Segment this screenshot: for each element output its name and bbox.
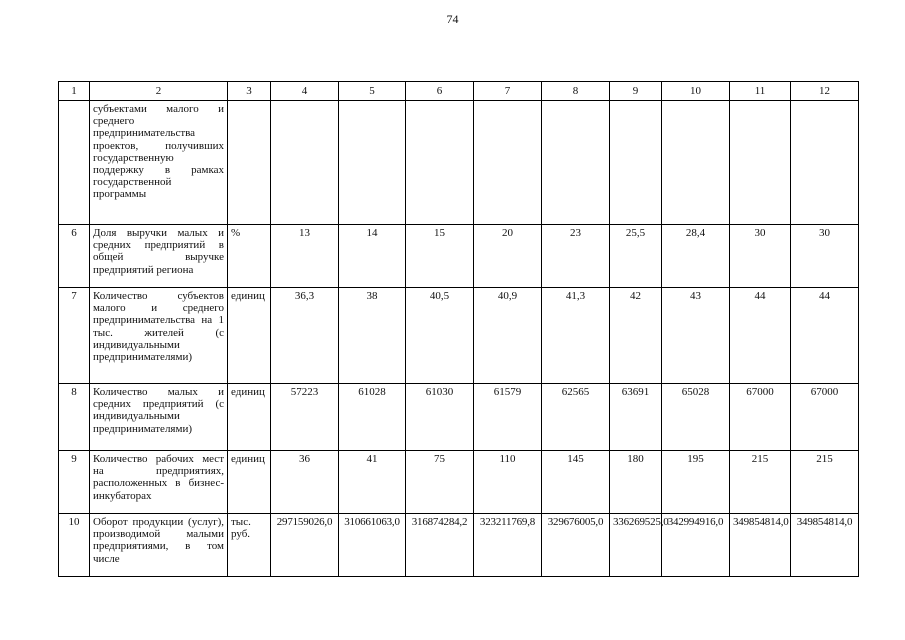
value-cell: 42	[610, 288, 662, 384]
value-cell: 20	[474, 225, 542, 288]
indicator-name-cell: Количество субъектов малого и среднего предпринимательства на 1 тыс. жителей (с индивидуальными предпринимателями)	[90, 288, 228, 384]
column-number-header: 5	[339, 82, 406, 101]
column-number-header: 12	[791, 82, 859, 101]
value-cell: 215	[791, 451, 859, 514]
value-cell: 13	[271, 225, 339, 288]
column-number-header: 7	[474, 82, 542, 101]
value-cell	[406, 101, 474, 225]
value-cell: 14	[339, 225, 406, 288]
value-cell	[791, 101, 859, 225]
unit-cell: %	[228, 225, 271, 288]
row-number-cell: 10	[59, 514, 90, 577]
value-cell: 67000	[791, 384, 859, 451]
value-cell: 310661063,0	[339, 514, 406, 577]
unit-cell: единиц	[228, 288, 271, 384]
value-cell: 329676005,0	[542, 514, 610, 577]
column-number-header: 2	[90, 82, 228, 101]
table-row	[59, 101, 859, 225]
value-cell: 30	[791, 225, 859, 288]
column-number-header: 6	[406, 82, 474, 101]
row-number-cell: 9	[59, 451, 90, 514]
value-cell: 15	[406, 225, 474, 288]
value-cell: 342994916,0	[662, 514, 730, 577]
value-cell	[662, 101, 730, 225]
indicator-name-cell: Количество малых и средних предприятий (с индивидуальными предпринимателями)	[90, 384, 228, 451]
unit-cell	[228, 101, 271, 225]
value-cell: 61579	[474, 384, 542, 451]
value-cell: 336269525,0	[610, 514, 662, 577]
value-cell: 195	[662, 451, 730, 514]
column-number-header: 10	[662, 82, 730, 101]
value-cell: 61030	[406, 384, 474, 451]
page-number: 74	[446, 12, 459, 26]
table-row	[59, 288, 859, 384]
value-cell: 44	[791, 288, 859, 384]
value-cell: 63691	[610, 384, 662, 451]
value-cell: 36,3	[271, 288, 339, 384]
value-cell: 38	[339, 288, 406, 384]
value-cell: 297159026,0	[271, 514, 339, 577]
value-cell: 75	[406, 451, 474, 514]
row-number-cell: 6	[59, 225, 90, 288]
value-cell: 28,4	[662, 225, 730, 288]
value-cell: 323211769,8	[474, 514, 542, 577]
column-number-header: 11	[730, 82, 791, 101]
table-row	[59, 514, 859, 577]
value-cell	[730, 101, 791, 225]
indicator-name-cell: субъектами малого и среднего предпринимательства проектов, получивших государственную поддержку в рамках государственной программы	[90, 101, 228, 225]
value-cell: 40,9	[474, 288, 542, 384]
row-number-cell: 8	[59, 384, 90, 451]
indicators-table	[58, 81, 859, 577]
value-cell: 43	[662, 288, 730, 384]
value-cell	[271, 101, 339, 225]
value-cell: 30	[730, 225, 791, 288]
value-cell: 349854814,0	[730, 514, 791, 577]
indicator-name-cell: Количество рабочих мест на предприятиях, расположенных в бизнес-инкубаторах	[90, 451, 228, 514]
row-number-cell	[59, 101, 90, 225]
value-cell: 41,3	[542, 288, 610, 384]
value-cell: 316874284,2	[406, 514, 474, 577]
value-cell: 41	[339, 451, 406, 514]
value-cell	[610, 101, 662, 225]
value-cell: 40,5	[406, 288, 474, 384]
table-row	[59, 384, 859, 451]
value-cell	[339, 101, 406, 225]
value-cell: 25,5	[610, 225, 662, 288]
unit-cell: тыс. руб.	[228, 514, 271, 577]
value-cell: 110	[474, 451, 542, 514]
column-number-header: 8	[542, 82, 610, 101]
table-row	[59, 225, 859, 288]
table-row	[59, 451, 859, 514]
column-number-header: 1	[59, 82, 90, 101]
indicator-name-cell: Доля выручки малых и средних предприятий в общей выручке предприятий региона	[90, 225, 228, 288]
value-cell: 36	[271, 451, 339, 514]
indicator-name-cell: Оборот продукции (услуг), производимой малыми предприятиями, в том числе	[90, 514, 228, 577]
value-cell	[474, 101, 542, 225]
column-number-header: 3	[228, 82, 271, 101]
value-cell: 67000	[730, 384, 791, 451]
value-cell: 57223	[271, 384, 339, 451]
unit-cell: единиц	[228, 384, 271, 451]
column-number-header: 9	[610, 82, 662, 101]
value-cell: 349854814,0	[791, 514, 859, 577]
value-cell: 215	[730, 451, 791, 514]
value-cell: 180	[610, 451, 662, 514]
unit-cell: единиц	[228, 451, 271, 514]
table-header-row	[59, 82, 859, 101]
value-cell: 65028	[662, 384, 730, 451]
value-cell: 23	[542, 225, 610, 288]
value-cell: 145	[542, 451, 610, 514]
column-number-header: 4	[271, 82, 339, 101]
value-cell: 61028	[339, 384, 406, 451]
value-cell: 62565	[542, 384, 610, 451]
value-cell: 44	[730, 288, 791, 384]
value-cell	[542, 101, 610, 225]
row-number-cell: 7	[59, 288, 90, 384]
